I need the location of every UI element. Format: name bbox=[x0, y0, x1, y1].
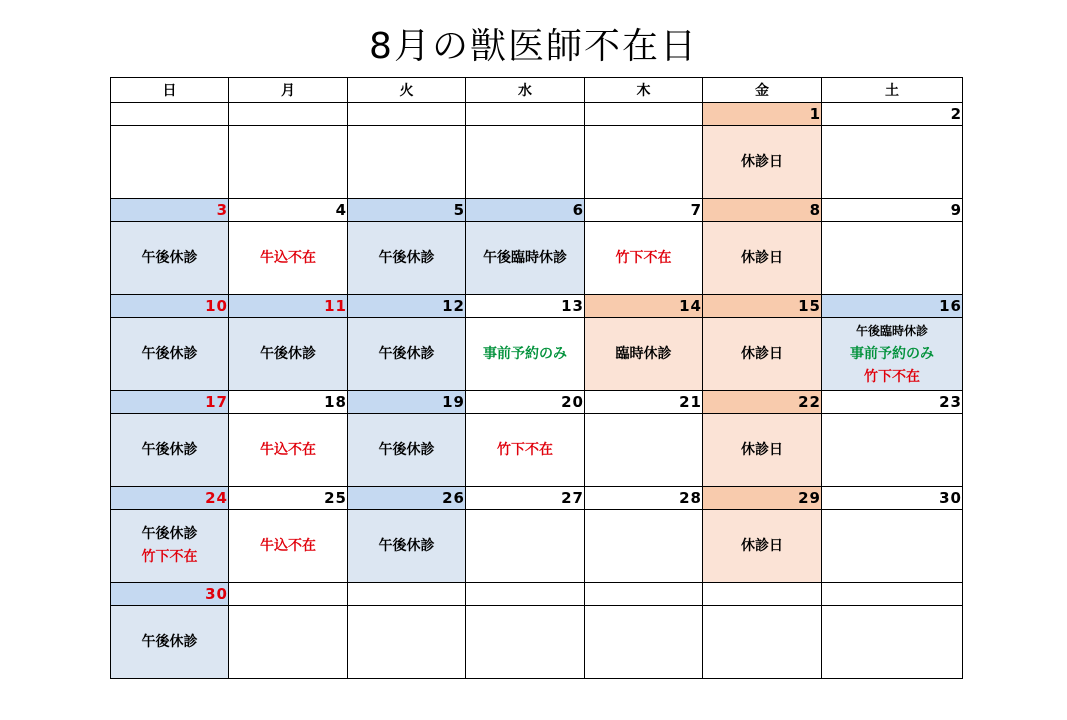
date-number-cell: 18 bbox=[229, 391, 348, 414]
day-cell bbox=[585, 126, 703, 199]
day-cell bbox=[348, 414, 466, 487]
date-number-cell bbox=[466, 583, 585, 606]
day-cell bbox=[111, 414, 229, 487]
date-row bbox=[111, 583, 963, 606]
date-row bbox=[111, 199, 963, 222]
page-title: 8月の獣医師不在日 bbox=[369, 26, 698, 67]
event-label: 竹下不在 bbox=[864, 368, 920, 385]
event-label: 事前予約のみ bbox=[850, 345, 934, 362]
date-number-cell: 30 bbox=[822, 487, 963, 510]
event-label: 午後休診 bbox=[141, 526, 198, 542]
day-cell bbox=[585, 222, 703, 295]
day-cell bbox=[822, 606, 963, 679]
day-cell bbox=[348, 510, 466, 583]
day-cell bbox=[348, 126, 466, 199]
date-number-cell: 6 bbox=[466, 199, 585, 222]
event-label: 休診日 bbox=[741, 345, 783, 362]
date-number-cell: 30 bbox=[111, 583, 229, 606]
date-number-cell: 29 bbox=[703, 487, 822, 510]
date-number-cell: 17 bbox=[111, 391, 229, 414]
date-row bbox=[111, 487, 963, 510]
event-label: 竹下不在 bbox=[141, 549, 198, 565]
day-cell bbox=[703, 510, 822, 583]
date-number-cell: 15 bbox=[703, 295, 822, 318]
day-cell bbox=[466, 126, 585, 199]
day-cell bbox=[822, 414, 963, 487]
date-number-cell bbox=[348, 583, 466, 606]
date-number-cell: 1 bbox=[703, 103, 822, 126]
day-cell bbox=[111, 510, 229, 583]
event-row bbox=[111, 606, 963, 679]
weekday-tue: 火 bbox=[348, 78, 466, 103]
day-cell bbox=[822, 510, 963, 583]
event-label: 午後休診 bbox=[141, 441, 198, 458]
date-number-cell: 20 bbox=[466, 391, 585, 414]
event-label: 午後休診 bbox=[378, 441, 435, 458]
event-row bbox=[111, 126, 963, 199]
event-label: 午後休診 bbox=[141, 249, 198, 266]
date-number-cell bbox=[466, 103, 585, 126]
day-cell bbox=[229, 414, 348, 487]
event-label: 牛込不在 bbox=[260, 441, 316, 458]
event-row bbox=[111, 510, 963, 583]
date-number-cell bbox=[348, 103, 466, 126]
weekday-mon: 月 bbox=[229, 78, 348, 103]
date-number-cell: 10 bbox=[111, 295, 229, 318]
event-label: 休診日 bbox=[741, 153, 783, 170]
date-row bbox=[111, 391, 963, 414]
date-number-cell: 27 bbox=[466, 487, 585, 510]
day-cell bbox=[111, 606, 229, 679]
day-cell bbox=[822, 222, 963, 295]
day-cell bbox=[703, 126, 822, 199]
calendar-table bbox=[110, 77, 963, 679]
event-row bbox=[111, 222, 963, 295]
date-number-cell: 8 bbox=[703, 199, 822, 222]
day-cell bbox=[466, 606, 585, 679]
event-label: 午後休診 bbox=[378, 345, 435, 362]
date-number-cell bbox=[229, 103, 348, 126]
weekday-header-row bbox=[111, 78, 963, 103]
date-number-cell bbox=[229, 583, 348, 606]
date-number-cell: 25 bbox=[229, 487, 348, 510]
weekday-sat: 土 bbox=[822, 78, 963, 103]
date-number-cell: 14 bbox=[585, 295, 703, 318]
day-cell bbox=[229, 126, 348, 199]
date-number-cell bbox=[822, 583, 963, 606]
day-cell bbox=[703, 222, 822, 295]
date-number-cell: 11 bbox=[229, 295, 348, 318]
date-number-cell: 26 bbox=[348, 487, 466, 510]
date-number-cell bbox=[585, 103, 703, 126]
day-cell bbox=[348, 318, 466, 391]
day-cell bbox=[348, 222, 466, 295]
date-number-cell: 12 bbox=[348, 295, 466, 318]
day-cell bbox=[229, 606, 348, 679]
date-number-cell bbox=[111, 103, 229, 126]
event-label: 午後休診 bbox=[141, 633, 198, 650]
event-label: 事前予約のみ bbox=[483, 345, 567, 362]
date-number-cell: 3 bbox=[111, 199, 229, 222]
date-number-cell: 19 bbox=[348, 391, 466, 414]
weekday-thu: 木 bbox=[585, 78, 703, 103]
weekday-wed: 水 bbox=[466, 78, 585, 103]
event-label: 午後休診 bbox=[378, 537, 435, 554]
event-label: 臨時休診 bbox=[615, 345, 672, 362]
day-cell bbox=[703, 414, 822, 487]
date-number-cell: 5 bbox=[348, 199, 466, 222]
date-number-cell: 7 bbox=[585, 199, 703, 222]
weekday-fri: 金 bbox=[703, 78, 822, 103]
event-label: 午後休診 bbox=[141, 345, 198, 362]
day-cell bbox=[822, 126, 963, 199]
date-number-cell: 9 bbox=[822, 199, 963, 222]
event-label: 牛込不在 bbox=[260, 537, 316, 554]
weekday-sun: 日 bbox=[111, 78, 229, 103]
event-label: 休診日 bbox=[741, 537, 783, 554]
event-label: 休診日 bbox=[741, 441, 783, 458]
date-number-cell: 13 bbox=[466, 295, 585, 318]
day-cell bbox=[466, 510, 585, 583]
date-number-cell: 23 bbox=[822, 391, 963, 414]
date-number-cell bbox=[703, 583, 822, 606]
day-cell bbox=[466, 222, 585, 295]
day-cell bbox=[111, 222, 229, 295]
date-number-cell: 4 bbox=[229, 199, 348, 222]
day-cell bbox=[229, 510, 348, 583]
date-number-cell: 24 bbox=[111, 487, 229, 510]
day-cell bbox=[466, 414, 585, 487]
event-label: 午後休診 bbox=[260, 345, 316, 362]
event-label: 牛込不在 bbox=[260, 249, 316, 266]
date-number-cell: 2 bbox=[822, 103, 963, 126]
day-cell bbox=[111, 318, 229, 391]
day-cell bbox=[703, 606, 822, 679]
event-label: 休診日 bbox=[741, 249, 783, 266]
event-label: 午後臨時休診 bbox=[483, 249, 567, 266]
date-number-cell: 16 bbox=[822, 295, 963, 318]
day-cell bbox=[585, 606, 703, 679]
date-row bbox=[111, 103, 963, 126]
date-number-cell bbox=[585, 583, 703, 606]
event-label: 午後臨時休診 bbox=[855, 323, 928, 338]
date-row bbox=[111, 295, 963, 318]
date-number-cell: 22 bbox=[703, 391, 822, 414]
event-label: 午後休診 bbox=[378, 249, 435, 266]
day-cell bbox=[466, 318, 585, 391]
day-cell bbox=[585, 318, 703, 391]
date-number-cell: 21 bbox=[585, 391, 703, 414]
day-cell bbox=[229, 318, 348, 391]
event-row bbox=[111, 414, 963, 487]
date-number-cell: 28 bbox=[585, 487, 703, 510]
day-cell bbox=[585, 414, 703, 487]
event-label: 竹下不在 bbox=[497, 441, 553, 458]
day-cell bbox=[111, 126, 229, 199]
day-cell bbox=[348, 606, 466, 679]
day-cell bbox=[229, 222, 348, 295]
day-cell bbox=[585, 510, 703, 583]
event-row bbox=[111, 318, 963, 391]
day-cell bbox=[703, 318, 822, 391]
event-label: 竹下不在 bbox=[615, 249, 672, 266]
day-cell bbox=[822, 318, 963, 391]
